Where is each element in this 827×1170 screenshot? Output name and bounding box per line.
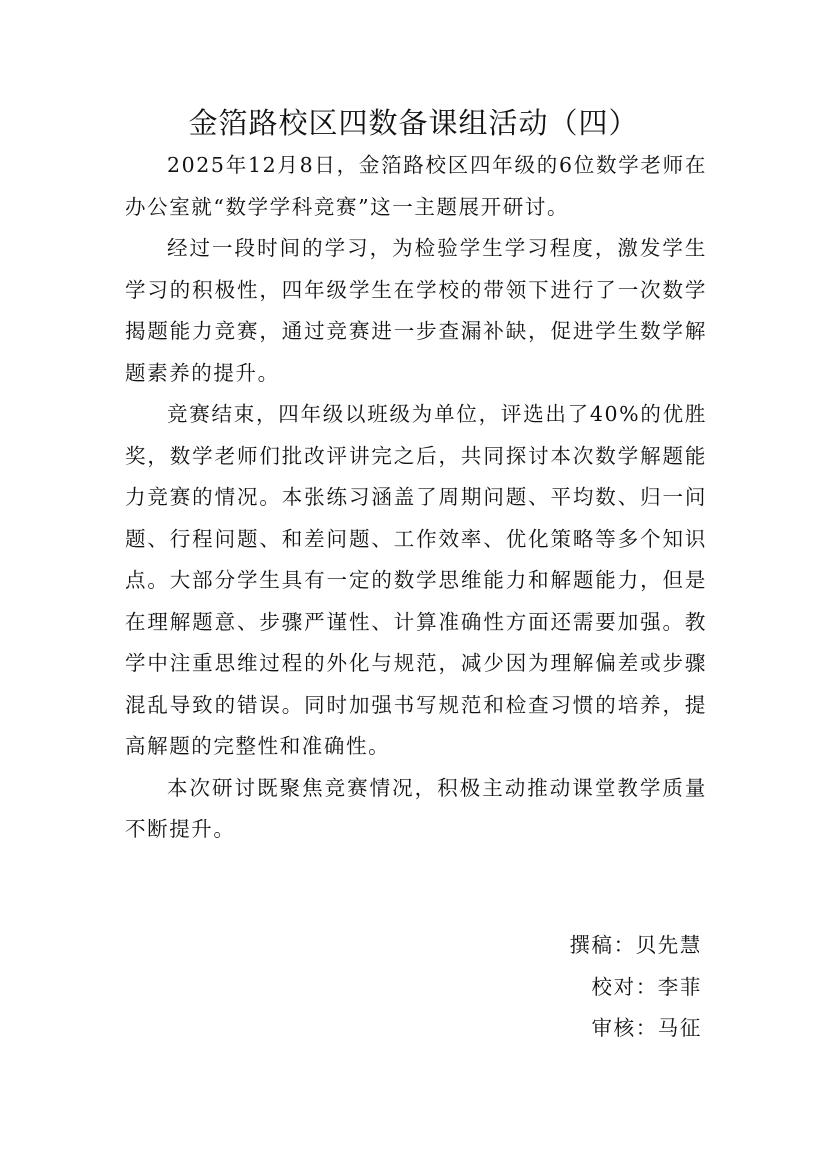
- author-credit: 撰稿：贝先慧: [569, 933, 702, 957]
- document-body: [125, 145, 707, 851]
- paragraph-intro: 2025年12月8日，金箔路校区四年级的6位数学老师在办公室就“数学学科竞赛”这一主题展开研讨。: [125, 153, 707, 219]
- paragraph-conclusion: 本次研讨既聚焦竞赛情况，积极主动推动课堂教学质量不断提升。: [125, 775, 707, 841]
- signature-block: [569, 925, 702, 1050]
- paragraph-background: 经过一段时间的学习，为检验学生学习程度，激发学生学习的积极性，四年级学生在学校的带领下进行了一次数学揭题能力竞赛，通过竞赛进一步查漏补缺，促进学生数学解题素养的提升。: [125, 236, 707, 385]
- reviewer-credit: 审核：马征: [591, 1016, 702, 1040]
- paragraph-analysis: 竞赛结束，四年级以班级为单位，评选出了40%的优胜奖，数学老师们批改评讲完之后，共同探讨本次数学解题能力竞赛的情况。本张练习涵盖了周期问题、平均数、归一问题、行程问题、和差问题、工作效率、优化策略等多个知识点。大部分学生具有一定的数学思维能力和解题能力，但是在理解题意、步骤严谨性、计算准确性方面还需要加强。教学中注重思维过程的外化与规范，减少因为理解偏差或步骤混乱导致的错误。同时加强书写规范和检查习惯的培养，提高解题的完整性和准确性。: [125, 402, 707, 758]
- document-title: 金箔路校区四数备课组活动（四）: [188, 106, 639, 140]
- proofreader-credit: 校对：李菲: [591, 974, 702, 999]
